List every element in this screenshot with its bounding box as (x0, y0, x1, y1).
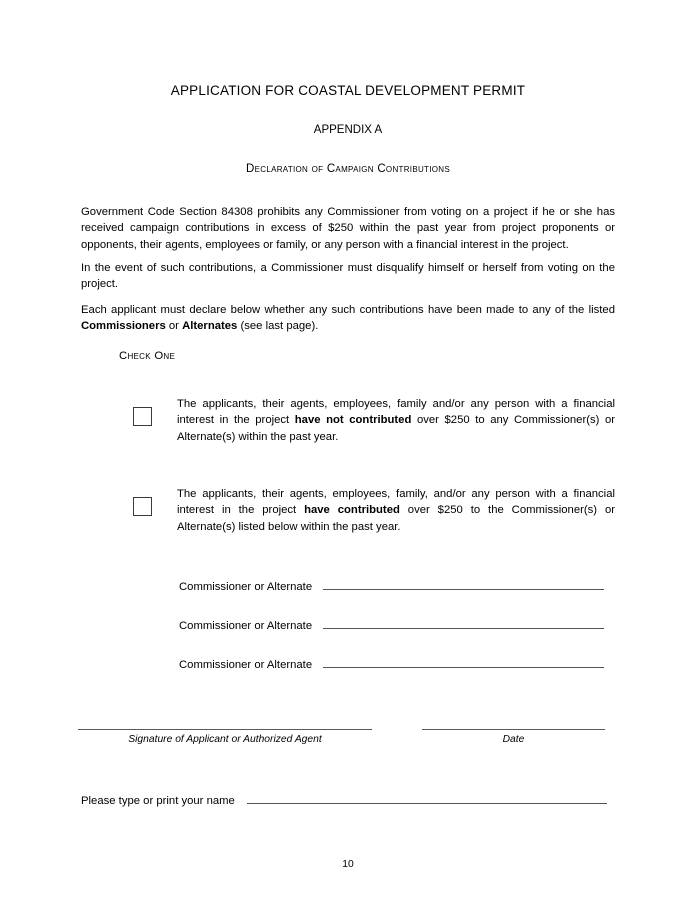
declare-text-tail: (see last page). (237, 320, 319, 333)
paragraph-text: In the event of such contributions, a Commissioner must disqualify himself or herself from voting on the project. (81, 262, 615, 291)
commissioner-input-line[interactable] (323, 577, 604, 590)
checkbox-contributed[interactable] (133, 497, 152, 516)
option-contributed-text (177, 486, 615, 535)
commissioner-input-line[interactable] (323, 616, 604, 629)
date-caption: Date (502, 734, 525, 745)
appendix-heading: APPENDIX A (313, 124, 383, 136)
paragraph-declare (81, 302, 615, 335)
option-bold-phrase: have not contributed (294, 414, 412, 427)
section-heading: Declaration of Campaign Contributions (246, 163, 450, 175)
page-title: APPLICATION FOR COASTAL DEVELOPMENT PERMIT (170, 83, 526, 98)
option-not-contributed-text (177, 396, 615, 445)
commissioner-entry-row (179, 655, 604, 671)
page-number: 10 (342, 859, 354, 870)
check-one-label: Check One (119, 350, 176, 362)
option-not-contributed[interactable] (133, 396, 615, 445)
option-text-lead: The applicants, their agents, employees, family, and/or any person with a financial interest in the project (177, 488, 615, 517)
paragraph-text: Government Code Section 84308 prohibits any Commissioner from voting on a project if he or she has received campaign contributions in excess of $250 within the past year from project proponents or opponents, their agents, employees or family, or any person with a financial interest in the project. (81, 206, 615, 251)
alternates-bold: Alternates (182, 320, 238, 333)
option-text-tail: over $250 to the Commissioner(s) or Alternate(s) listed below within the past year. (177, 504, 615, 533)
signature-caption: Signature of Applicant or Authorized Agent (128, 734, 322, 745)
option-bold-phrase: have contributed (304, 504, 400, 517)
commissioner-label: Commissioner or Alternate (179, 659, 313, 671)
declare-text-or: or (165, 320, 183, 333)
option-contributed[interactable] (133, 486, 615, 535)
date-input-line[interactable] (422, 729, 605, 730)
commissioner-input-line[interactable] (323, 655, 604, 668)
print-name-label: Please type or print your name (81, 795, 235, 807)
signature-input-line[interactable] (78, 729, 372, 730)
commissioner-entry-row (179, 577, 604, 593)
checkbox-not-contributed[interactable] (133, 407, 152, 426)
paragraph-disqualify (81, 260, 615, 293)
commissioners-bold: Commissioners (81, 320, 166, 333)
option-text-tail: over $250 to any Commissioner(s) or Alternate(s) within the past year. (177, 414, 615, 443)
commissioner-label: Commissioner or Alternate (179, 620, 313, 632)
declare-text-lead: Each applicant must declare below whether any such contributions have been made to any of the listed (81, 304, 615, 316)
print-name-input-line[interactable] (247, 791, 607, 804)
option-text-lead: The applicants, their agents, employees, family and/or any person with a financial interest in the project (177, 398, 615, 427)
commissioner-label: Commissioner or Alternate (179, 581, 313, 593)
print-name-row (81, 791, 607, 807)
commissioner-entry-row (179, 616, 604, 632)
paragraph-government-code (81, 204, 615, 253)
paragraph-text (81, 302, 615, 335)
